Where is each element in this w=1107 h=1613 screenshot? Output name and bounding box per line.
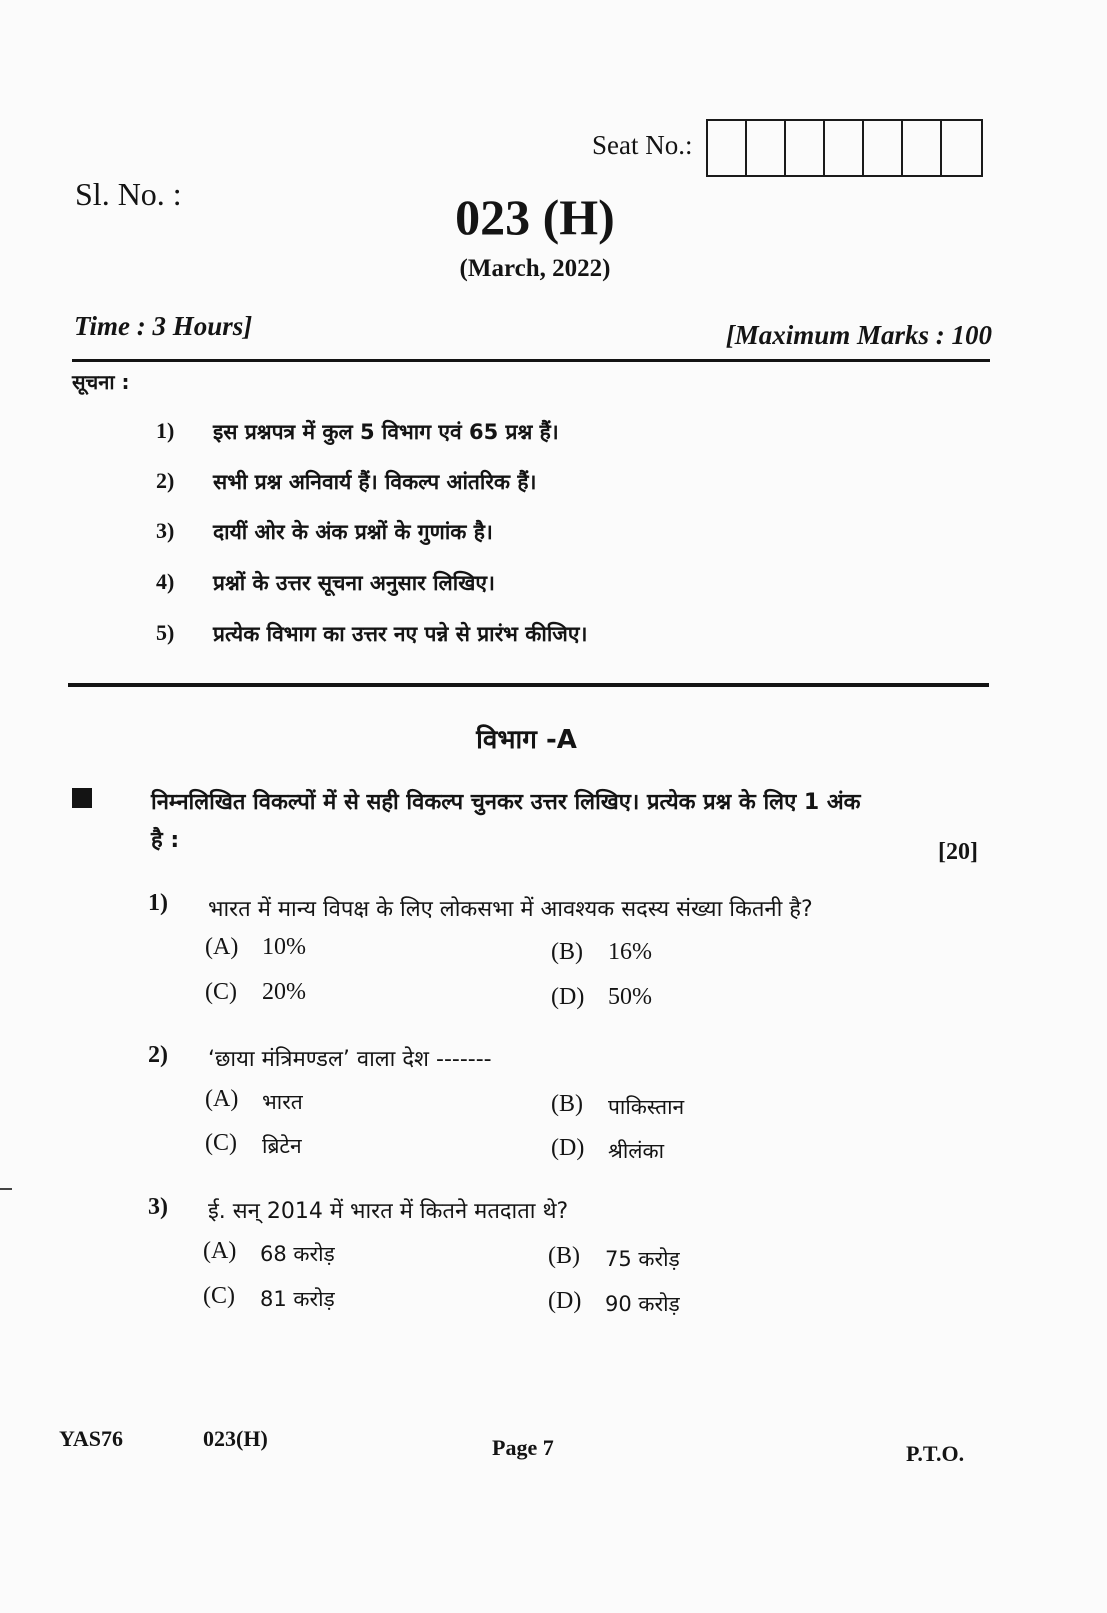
option-b	[548, 1243, 680, 1273]
instruction-text: प्रत्येक विभाग का उत्तर नए पन्ने से प्रारंभ कीजिए।	[213, 622, 588, 646]
seat-digit-box[interactable]	[786, 121, 825, 175]
option-b	[551, 939, 652, 966]
option-label: (A)	[205, 1086, 239, 1112]
page-number: Page 7	[492, 1435, 554, 1460]
instruction-number: 1)	[156, 418, 175, 443]
option-value: 20%	[262, 979, 306, 1005]
option-d	[551, 1135, 664, 1165]
option-label: (B)	[551, 939, 583, 965]
instruction-item	[156, 468, 536, 496]
instruction-number: 2)	[156, 468, 175, 493]
option-value: 16%	[608, 939, 652, 965]
instruction-text: सभी प्रश्न अनिवार्य हैं। विकल्प आंतरिक हैं।	[213, 470, 537, 494]
exam-duration: Time : 3 Hours]	[74, 311, 253, 341]
instructions-heading: सूचना :	[72, 370, 130, 394]
instruction-number: 5)	[156, 620, 175, 645]
seat-digit-box[interactable]	[903, 121, 942, 175]
seat-number-label: Seat No.:	[592, 130, 693, 160]
option-label: (D)	[548, 1288, 582, 1314]
option-label: (A)	[205, 934, 239, 960]
serial-number-label: Sl. No. :	[75, 176, 182, 212]
option-a	[205, 934, 306, 961]
section-divider	[68, 683, 989, 687]
square-bullet-icon	[72, 788, 92, 808]
option-c	[205, 979, 306, 1006]
option-b	[551, 1091, 684, 1121]
option-value: श्रीलंका	[608, 1139, 665, 1163]
option-value: 81 करोड़	[260, 1287, 335, 1311]
maximum-marks: [Maximum Marks : 100	[725, 320, 992, 350]
option-label: (C)	[205, 979, 237, 1005]
option-d	[548, 1288, 680, 1318]
option-value: भारत	[262, 1090, 303, 1114]
exam-date: (March, 2022)	[459, 255, 611, 282]
option-value: 68 करोड़	[260, 1242, 335, 1266]
footer-code: YAS76	[59, 1426, 123, 1451]
option-value: ब्रिटेन	[262, 1134, 302, 1158]
option-value: 90 करोड़	[605, 1292, 680, 1316]
instruction-text: दायीं ओर के अंक प्रश्नों के गुणांक है।	[213, 520, 493, 544]
option-c	[205, 1130, 302, 1160]
option-label: (A)	[203, 1238, 237, 1264]
instruction-item	[156, 569, 495, 597]
instruction-number: 4)	[156, 569, 175, 594]
section-marks: [20]	[938, 839, 978, 865]
question-number: 1)	[148, 890, 168, 916]
instruction-number: 3)	[156, 518, 175, 543]
option-label: (D)	[551, 1135, 585, 1161]
seat-digit-box[interactable]	[864, 121, 903, 175]
section-directive: निम्नलिखित विकल्पों में से सही विकल्प चुनकर उत्तर लिखिए। प्रत्येक प्रश्न के लिए 1 अंक है :	[151, 790, 861, 853]
section-title: विभाग -A	[476, 725, 577, 755]
instruction-item	[156, 518, 493, 546]
option-value: 50%	[608, 984, 652, 1010]
footer-paper-code: 023(H)	[203, 1426, 268, 1451]
seat-digit-box[interactable]	[942, 121, 981, 175]
option-value: 75 करोड़	[605, 1247, 680, 1271]
option-c	[203, 1283, 335, 1313]
question-number: 2)	[148, 1042, 168, 1068]
question-number: 3)	[148, 1194, 168, 1220]
instruction-item	[156, 620, 587, 648]
option-label: (C)	[203, 1283, 235, 1309]
instruction-text: प्रश्नों के उत्तर सूचना अनुसार लिखिए।	[213, 571, 495, 595]
option-a	[203, 1238, 335, 1268]
seat-digit-box[interactable]	[825, 121, 864, 175]
seat-number-boxes[interactable]	[706, 119, 983, 177]
option-a	[205, 1086, 303, 1116]
paper-code: 023 (H)	[455, 189, 615, 245]
question-text: ई. सन् 2014 में भारत में कितने मतदाता थे?	[208, 1199, 569, 1224]
question-text: ‘छाया मंत्रिमण्डल’ वाला देश -------	[208, 1047, 492, 1072]
option-d	[551, 984, 652, 1011]
option-value: पाकिस्तान	[608, 1095, 685, 1119]
instruction-item	[156, 418, 559, 446]
option-label: (B)	[548, 1243, 580, 1269]
seat-digit-box[interactable]	[747, 121, 786, 175]
seat-digit-box[interactable]	[708, 121, 747, 175]
question-text: भारत में मान्य विपक्ष के लिए लोकसभा में आवश्यक सदस्य संख्या कितनी है?	[208, 897, 813, 922]
option-value: 10%	[262, 934, 306, 960]
option-label: (B)	[551, 1091, 583, 1117]
option-label: (C)	[205, 1130, 237, 1156]
header-divider	[72, 359, 990, 362]
instruction-text: इस प्रश्नपत्र में कुल 5 विभाग एवं 65 प्रश्न हैं।	[213, 420, 559, 444]
pto-label: P.T.O.	[906, 1441, 965, 1466]
option-label: (D)	[551, 984, 585, 1010]
margin-mark	[0, 1188, 12, 1190]
